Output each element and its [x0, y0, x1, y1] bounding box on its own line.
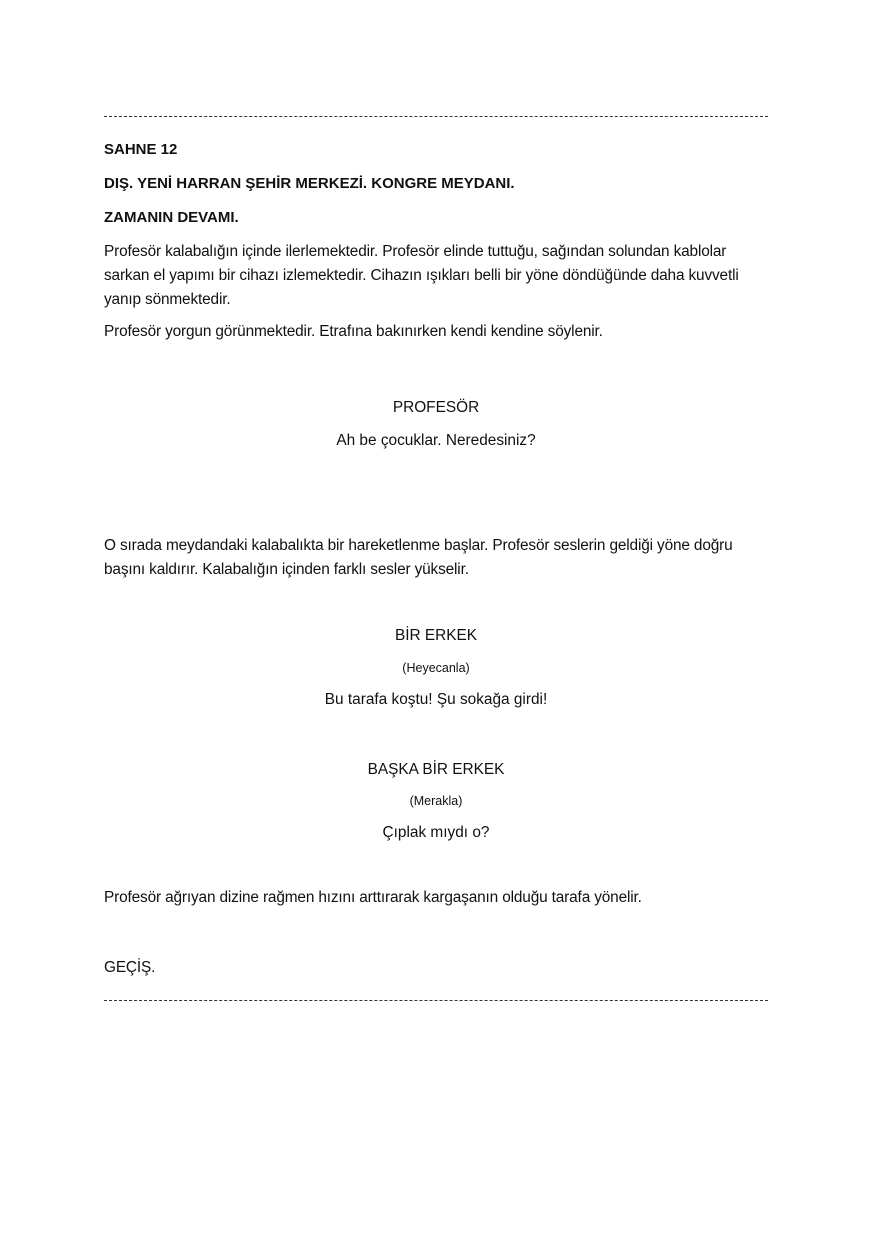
- action-paragraph: [104, 320, 770, 344]
- parenthetical: (Merakla): [409, 794, 463, 808]
- parenthetical: (Heyecanla): [402, 661, 470, 675]
- character-name: BİR ERKEK: [394, 627, 478, 644]
- character-name: PROFESÖR: [392, 399, 480, 416]
- bottom-separator: [104, 1000, 768, 1001]
- top-separator: [104, 116, 768, 117]
- action-paragraph: [104, 534, 770, 582]
- transition: [104, 956, 770, 980]
- transition-text: GEÇİŞ.: [104, 959, 156, 976]
- dialogue-line: Çıplak mıydı o?: [382, 824, 490, 841]
- scene-number: SAHNE 12: [104, 141, 178, 158]
- action-text: O sırada meydandaki kalabalıkta bir hareketlenme başlar. Profesör seslerin geldiği yöne doğru başını kaldırır. Kalabalığın içinden farklı sesler yükselir.: [104, 537, 733, 578]
- dialogue-line: Ah be çocuklar. Neredesiniz?: [336, 432, 536, 449]
- scene-time: ZAMANIN DEVAMI.: [104, 209, 239, 226]
- action-text: Profesör kalabalığın içinde ilerlemektedir. Profesör elinde tuttuğu, sağından solundan kablolar sarkan el yapımı bir cihazı izlemektedir. Cihazın ışıkları belli bir yöne döndüğünde daha kuvvetli yanıp sönmektedir.: [104, 243, 739, 308]
- action-paragraph: [104, 886, 770, 910]
- scene-location: DIŞ. YENİ HARRAN ŞEHİR MERKEZİ. KONGRE MEYDANI.: [104, 175, 515, 192]
- action-paragraph: [104, 240, 770, 312]
- character-name: BAŞKA BİR ERKEK: [367, 761, 505, 778]
- action-text: Profesör ağrıyan dizine rağmen hızını arttırarak kargaşanın olduğu tarafa yönelir.: [104, 889, 642, 906]
- dialogue-line: Bu tarafa koştu! Şu sokağa girdi!: [324, 691, 548, 708]
- action-text: Profesör yorgun görünmektedir. Etrafına bakınırken kendi kendine söylenir.: [104, 323, 603, 340]
